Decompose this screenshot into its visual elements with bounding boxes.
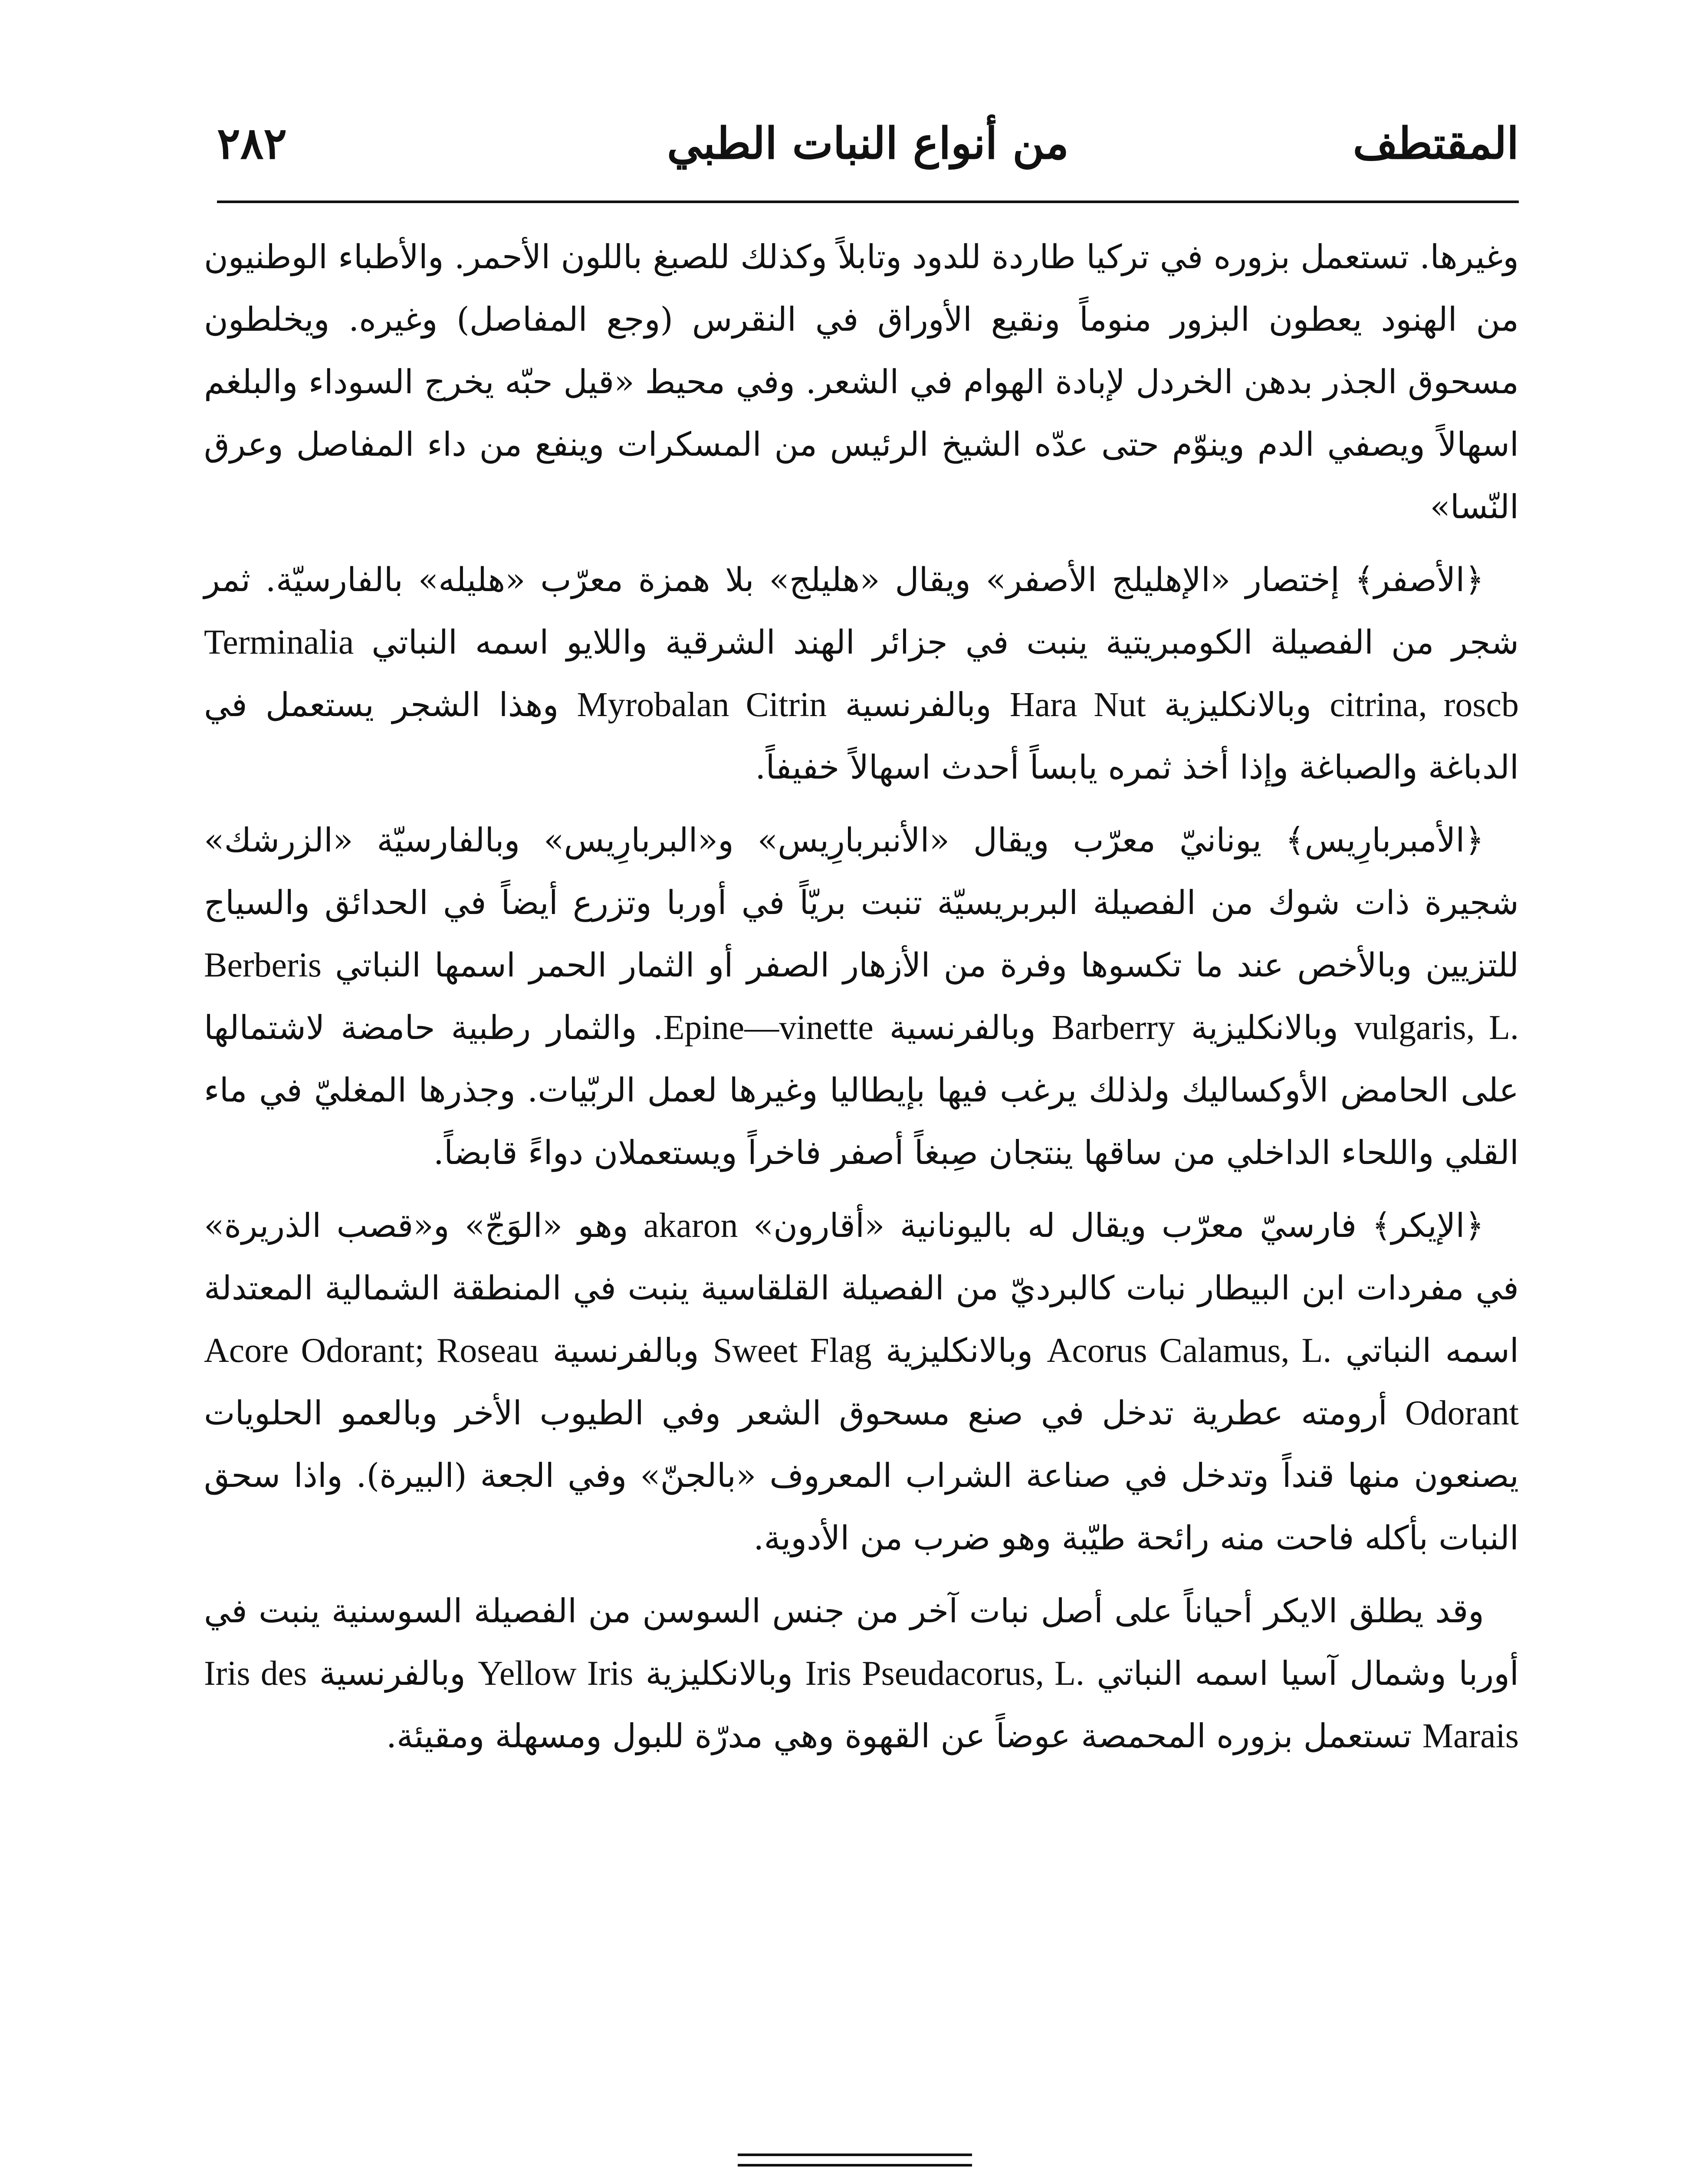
text-run: وبالانكليزية bbox=[1146, 685, 1330, 724]
paragraph bbox=[204, 549, 1519, 799]
paragraph bbox=[204, 1194, 1519, 1569]
running-title: من أنواع النبات الطبي bbox=[667, 118, 1069, 169]
latin-term: Iris Pseudacorus, L. bbox=[805, 1654, 1084, 1693]
text-run: وبالفرنسية bbox=[307, 1654, 478, 1693]
latin-term: Barberry bbox=[1051, 1009, 1175, 1047]
latin-term: Sweet Flag bbox=[713, 1332, 872, 1370]
text-run: وبالانكليزية bbox=[871, 1331, 1047, 1370]
latin-term: Epine—vinette bbox=[663, 1009, 874, 1047]
text-run: وهذا الشجر يستعمل في الدباغة والصباغة وإذا أخذ ثمره يابساً أحدث اسهالاً خفيفاً. bbox=[204, 685, 1519, 786]
text-run: وبالانكليزية bbox=[633, 1654, 805, 1693]
text-run: ﴿الأمبربارِيس﴾ يونانيّ معرّب ويقال «الأنبربارِيس» و«البربارِيس» وبالفارسيّة «الزرشك» شجيرة ذات شوك من الفصيلة البربريسيّة تنبت بريّاً في أوربا وتزرع أيضاً في الحدائق والسياج للتزيين وبالأخص عند ما تكسوها وفرة من الأزهار الصفر أو الثمار الحمر اسمها النباتي bbox=[204, 821, 1519, 984]
text-run: ﴿الإيكر﴾ فارسيّ معرّب ويقال له باليونانية «أقارون» bbox=[738, 1206, 1484, 1245]
text-run: وغيرها. تستعمل بزوره في تركيا طاردة للدود وتابلاً وكذلك للصبغ باللون الأحمر. والأطباء الوطنيون من الهنود يعطون البزور منوماً ونقيع الأوراق في النقرس (وجع المفاصل) وغيره. ويخلطون مسحوق الجذر بدهن الخردل لإبادة الهوام في الشعر. وفي محيط «قيل حبّه يخرج السوداء والبلغم اسهالاً ويصفي الدم وينوّم حتى عدّه الشيخ الرئيس من المسكرات وينفع من داء المفاصل وعرق النّسا» bbox=[204, 237, 1519, 526]
latin-term: Acorus Calamus, L. bbox=[1047, 1332, 1332, 1370]
text-run: أرومته عطرية تدخل في صنع مسحوق الشعر وفي الطيوب الأخر وبالعمو الحلويات يصنعون منها قنداً وتدخل في صناعة الشراب المعروف «بالجنّ» وفي الجعة (البيرة). واذا سحق النبات بأكله فاحت منه رائحة طيّبة وهو ضرب من الأدوية. bbox=[204, 1394, 1519, 1557]
paragraph bbox=[204, 226, 1519, 538]
text-run: وبالفرنسية bbox=[873, 1008, 1052, 1047]
latin-term: Iris des Marais bbox=[204, 1654, 1519, 1755]
latin-term: Myrobalan Citrin bbox=[577, 686, 827, 724]
text-run: . والثمار رطبية حامضة لاشتمالها على الحامض الأوكساليك ولذلك يرغب فيها بإيطاليا وغيرها لعمل الربّيات. وجذرها المغليّ في ماء القلي واللحاء الداخلي من ساقها ينتجان صِبغاً أصفر فاخراً ويستعملان دواءً قابضاً. bbox=[204, 1008, 1519, 1172]
page-number: ٢٨٢ bbox=[217, 118, 287, 169]
paragraph bbox=[204, 1580, 1519, 1767]
latin-term: Berberis vulgaris, L. bbox=[204, 946, 1519, 1047]
latin-term: akaron bbox=[643, 1207, 738, 1245]
page-header bbox=[217, 100, 1519, 191]
header-rule bbox=[217, 201, 1519, 203]
text-run: وهو «الوَجّ» و«قصب الذريرة» في مفردات ابن البيطار نبات كالبرديّ من الفصيلة القلقاسية ينبت في المنطقة الشمالية المعتدلة اسمه النباتي bbox=[204, 1206, 1519, 1370]
text-run: وبالانكليزية bbox=[1175, 1008, 1354, 1047]
article-body bbox=[204, 226, 1519, 1778]
journal-name: المقتطف bbox=[1353, 118, 1519, 169]
end-rule-top bbox=[738, 2154, 972, 2156]
paragraph bbox=[204, 809, 1519, 1184]
latin-term: Hara Nut bbox=[1009, 686, 1146, 724]
latin-term: Acore Odorant; Roseau Odorant bbox=[204, 1332, 1519, 1432]
text-run: تستعمل بزوره المحمصة عوضاً عن القهوة وهي مدرّة للبول ومسهلة ومقيئة. bbox=[386, 1716, 1422, 1755]
text-run: وبالفرنسية bbox=[539, 1331, 713, 1370]
end-rule-bottom bbox=[738, 2164, 972, 2167]
text-run: وبالفرنسية bbox=[827, 685, 1010, 724]
latin-term: Terminalia citrina, roscb bbox=[204, 623, 1519, 724]
text-run: وقد يطلق الايكر أحياناً على أصل نبات آخر من جنس السوسن من الفصيلة السوسنية ينبت في أوربا وشمال آسيا اسمه النباتي bbox=[204, 1591, 1519, 1693]
latin-term: Yellow Iris bbox=[478, 1654, 634, 1693]
text-run: ﴿الأصفر﴾ إختصار «الإهليلج الأصفر» ويقال «هليلج» بلا همزة معرّب «هليله» بالفارسيّة. ثمر شجر من الفصيلة الكومبريتية ينبت في جزائر الهند الشرقية واللايو اسمه النباتي bbox=[204, 560, 1519, 661]
